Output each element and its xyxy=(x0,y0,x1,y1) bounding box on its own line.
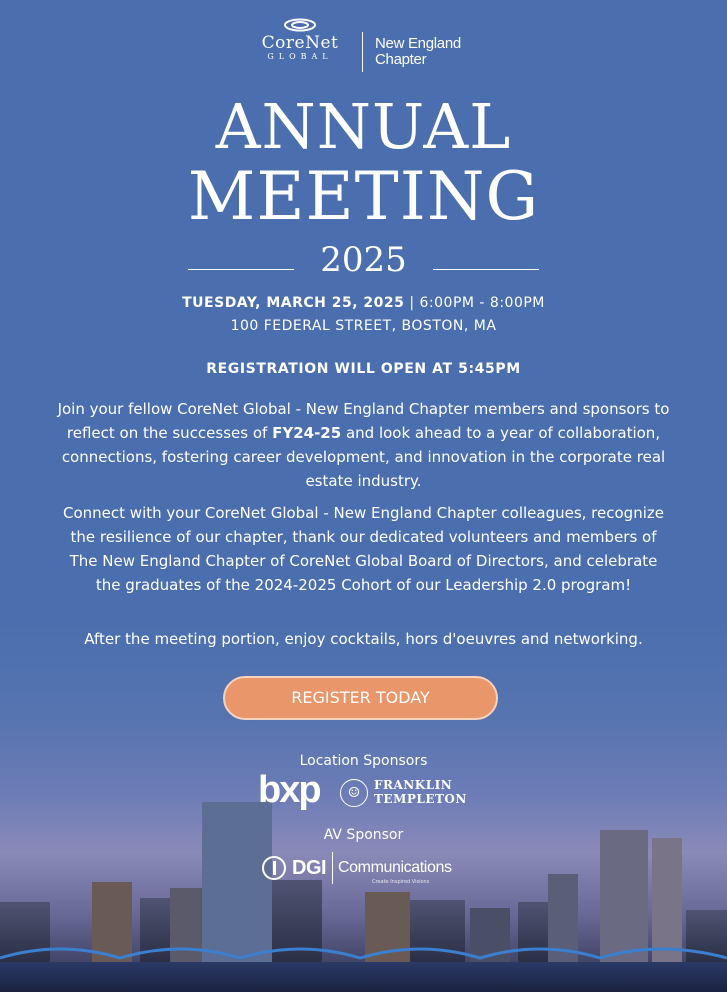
corenet-rings-icon xyxy=(283,18,317,32)
location-sponsors-label: Location Sponsors xyxy=(299,753,428,769)
logo-divider xyxy=(362,32,363,72)
event-date: TUESDAY, MARCH 25, 2025 xyxy=(182,295,405,311)
chapter-line-2: Chapter xyxy=(375,51,427,68)
date-separator: | xyxy=(404,295,420,311)
chapter-line-1: New England xyxy=(375,35,461,52)
franklin-line-2: TEMPLETON xyxy=(374,792,467,806)
intro-fiscal-year: FY24-25 xyxy=(272,424,342,442)
dgi-mark-icon xyxy=(262,856,286,880)
boston-skyline-image xyxy=(0,780,727,992)
title-year: 2025 xyxy=(320,240,407,280)
franklin-line-1: FRANKLIN xyxy=(374,778,453,792)
title-meeting: MEETING xyxy=(187,158,540,235)
event-time: 6:00PM - 8:00PM xyxy=(419,295,545,311)
dgi-divider xyxy=(332,852,333,884)
title-annual: ANNUAL xyxy=(215,90,512,163)
bxp-logo[interactable]: bxp xyxy=(258,769,320,811)
dgi-tagline: Create Inspired Visions xyxy=(372,879,430,885)
event-address: 100 FEDERAL STREET, BOSTON, MA xyxy=(230,318,497,334)
dgi-communications-logo[interactable] xyxy=(262,852,472,886)
year-row xyxy=(0,240,727,280)
registration-note: REGISTRATION WILL OPEN AT 5:45PM xyxy=(206,361,521,377)
after-meeting-paragraph: After the meeting portion, enjoy cocktails, hors d'oeuvres and networking. xyxy=(84,630,643,648)
year-divider-right xyxy=(433,269,539,270)
av-sponsor-label: AV Sponsor xyxy=(323,827,404,843)
franklin-portrait-icon: ☺ xyxy=(340,779,368,807)
register-today-button[interactable]: REGISTER TODAY xyxy=(223,676,498,720)
corenet-global-wordmark xyxy=(245,18,355,62)
franklin-templeton-logo[interactable] xyxy=(340,778,470,808)
dgi-text: DGI xyxy=(292,857,327,879)
chapter-name xyxy=(375,36,461,68)
franklin-templeton-text xyxy=(374,778,467,806)
dgi-communications-text: Communications xyxy=(338,859,452,876)
brand-sub: GLOBAL xyxy=(267,52,333,61)
intro-text-end: and look ahead to a year of collaboration, connections, fostering career development, and innovation in the corporate real estate industry. xyxy=(61,424,666,490)
event-date-time xyxy=(20,294,707,312)
brand-word: CoreNet xyxy=(261,33,339,53)
intro-text-start: Join your fellow CoreNet Global - New England Chapter members and sponsors to reflect on the successes of xyxy=(57,400,670,442)
connect-paragraph: Connect with your CoreNet Global - New England Chapter colleagues, recognize the resilience of our chapter, thank our dedicated volunteers and members of The New England Chapter of CoreNet Global Board of Directors, and celebrate the graduates of the 2024-2025 Cohort of our Leadership 2.0 program! xyxy=(63,504,664,594)
intro-paragraph xyxy=(55,397,672,493)
corenet-logo[interactable] xyxy=(0,18,727,74)
